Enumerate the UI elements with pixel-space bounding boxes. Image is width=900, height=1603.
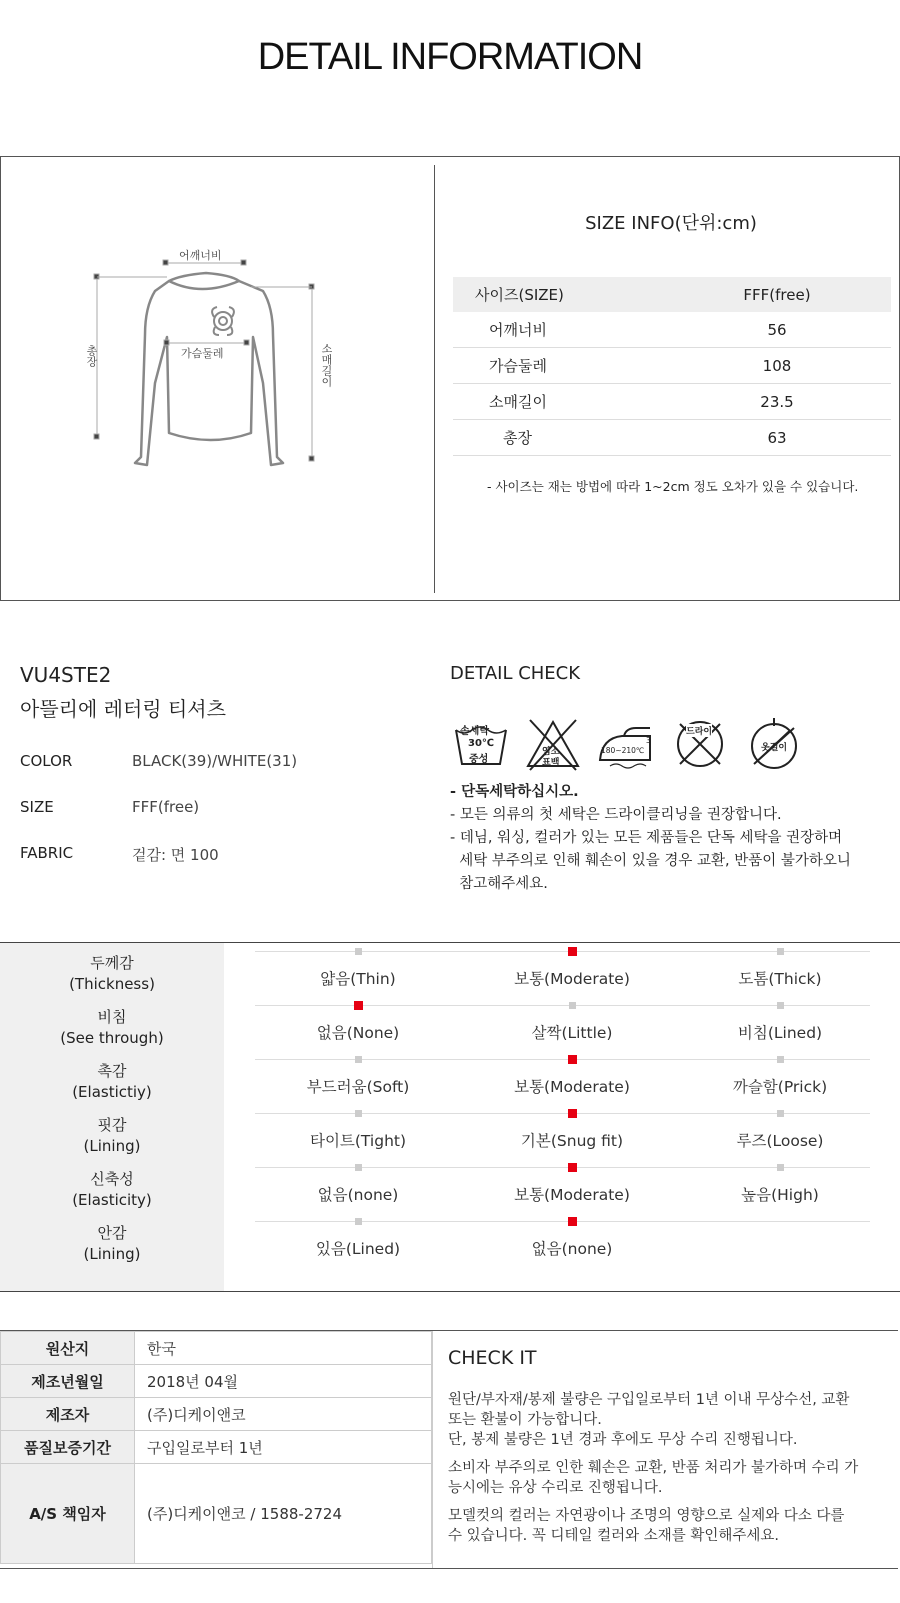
table-row bbox=[453, 348, 891, 384]
property-marker-selected bbox=[354, 1001, 363, 1010]
size-note: - 사이즈는 재는 방법에 따라 1~2cm 정도 오차가 있을 수 있습니다. bbox=[487, 479, 859, 494]
size-row-value: 108 bbox=[663, 348, 891, 384]
property-marker bbox=[777, 1056, 784, 1063]
property-option: 없음(none) bbox=[531, 1240, 613, 1258]
check-it-paragraph-2 bbox=[448, 1458, 888, 1498]
property-name-ko: 촉감 bbox=[97, 1062, 127, 1080]
size-row-label: 어깨너비 bbox=[453, 312, 663, 348]
table-row bbox=[453, 384, 891, 420]
property-name-ko: 신축성 bbox=[90, 1170, 134, 1188]
size-row-label: 총장 bbox=[453, 420, 663, 456]
maker-value: 한국 bbox=[135, 1332, 432, 1365]
care-line-4: 세탁 부주의로 인해 훼손이 있을 경우 교환, 반품이 불가하오니 bbox=[450, 853, 851, 869]
no-bleach-text: 염소 bbox=[542, 747, 560, 757]
maker-info-bottom-border bbox=[0, 1568, 898, 1569]
property-track bbox=[255, 1221, 870, 1222]
spec-value-size: FFF(free) bbox=[132, 798, 200, 816]
property-name bbox=[0, 1115, 224, 1157]
sleeve-label: 소매길이 bbox=[320, 343, 333, 387]
property-name bbox=[0, 1223, 224, 1265]
iron-level: 3 bbox=[646, 736, 651, 745]
property-marker bbox=[777, 948, 784, 955]
maker-label: A/S 책임자 bbox=[1, 1464, 135, 1564]
length-label: 총장 bbox=[85, 345, 98, 367]
property-option: 도톰(Thick) bbox=[738, 970, 822, 988]
table-row bbox=[1, 1365, 432, 1398]
check-it-paragraph-3 bbox=[448, 1506, 888, 1546]
property-marker bbox=[355, 1056, 362, 1063]
property-option: 비침(Lined) bbox=[737, 1024, 823, 1042]
spec-label-fabric: FABRIC bbox=[20, 844, 74, 862]
property-name bbox=[0, 953, 224, 995]
property-name-ko: 핏감 bbox=[97, 1116, 127, 1134]
maker-value: 구입일로부터 1년 bbox=[135, 1431, 432, 1464]
product-code: VU4STE2 bbox=[20, 663, 112, 687]
size-row-value: 56 bbox=[663, 312, 891, 348]
size-box-divider bbox=[434, 165, 435, 593]
check-it-paragraph-1 bbox=[448, 1390, 888, 1450]
care-line-2: - 모든 의류의 첫 세탁은 드라이클리닝을 권장합니다. bbox=[450, 807, 782, 823]
property-name bbox=[0, 1061, 224, 1103]
spec-value-fabric: 겉감: 면 100 bbox=[132, 846, 219, 864]
size-row-value: 23.5 bbox=[663, 384, 891, 420]
property-name-en: (Thickness) bbox=[69, 975, 155, 993]
property-marker-selected bbox=[568, 1109, 577, 1118]
property-name bbox=[0, 1007, 224, 1049]
size-row-label: 가슴둘레 bbox=[453, 348, 663, 384]
care-line-1: - 단독세탁하십시오. bbox=[450, 784, 579, 800]
size-info-box bbox=[0, 156, 900, 601]
table-row bbox=[453, 312, 891, 348]
property-name-en: (See through) bbox=[60, 1029, 164, 1047]
size-info-title: SIZE INFO(단위:cm) bbox=[585, 213, 757, 234]
care-line-5: 참고해주세요. bbox=[450, 876, 548, 892]
property-name-ko: 안감 bbox=[97, 1224, 127, 1242]
check-it-title: CHECK IT bbox=[448, 1347, 537, 1369]
maker-label: 제조자 bbox=[1, 1398, 135, 1431]
check-it-line: 모델컷의 컬러는 자연광이나 조명의 영향으로 실제와 다소 다를 bbox=[448, 1508, 845, 1524]
chest-label: 가슴둘레 bbox=[181, 347, 224, 360]
property-marker-selected bbox=[568, 1217, 577, 1226]
property-option: 없음(None) bbox=[316, 1024, 400, 1042]
table-row bbox=[1, 1332, 432, 1365]
no-bleach-text2: 표백 bbox=[542, 758, 560, 768]
property-name-en: (Lining) bbox=[83, 1245, 141, 1263]
check-it-line: 수 있습니다. 꼭 디테일 컬러와 소재를 확인해주세요. bbox=[448, 1528, 780, 1544]
property-option: 보통(Moderate) bbox=[514, 1078, 630, 1096]
property-option: 보통(Moderate) bbox=[514, 970, 630, 988]
property-name bbox=[0, 1169, 224, 1211]
size-table bbox=[453, 277, 891, 456]
spec-label-color: COLOR bbox=[20, 752, 73, 770]
property-option: 있음(Lined) bbox=[315, 1240, 401, 1258]
property-marker bbox=[355, 1218, 362, 1225]
property-option: 살짝(Little) bbox=[531, 1024, 613, 1042]
check-it-line: 단, 봉제 불량은 1년 경과 후에도 무상 수리 진행됩니다. bbox=[448, 1432, 798, 1448]
table-row bbox=[453, 420, 891, 456]
property-marker-selected bbox=[568, 947, 577, 956]
property-name-ko: 두께감 bbox=[90, 954, 134, 972]
shirt-diagram-icon bbox=[1, 157, 434, 600]
property-option: 얇음(Thin) bbox=[320, 970, 396, 988]
maker-label: 제조년월일 bbox=[1, 1365, 135, 1398]
size-row-label: 소매길이 bbox=[453, 384, 663, 420]
property-marker bbox=[777, 1002, 784, 1009]
property-marker bbox=[355, 1110, 362, 1117]
property-option: 까슬함(Prick) bbox=[732, 1078, 828, 1096]
property-marker-selected bbox=[568, 1055, 577, 1064]
spec-value-color: BLACK(39)/WHITE(31) bbox=[132, 752, 298, 770]
detail-check-title: DETAIL CHECK bbox=[450, 663, 581, 684]
maker-label: 품질보증기간 bbox=[1, 1431, 135, 1464]
maker-value: (주)디케이앤코 / 1588-2724 bbox=[135, 1464, 432, 1564]
care-icons bbox=[450, 716, 830, 776]
maker-value: (주)디케이앤코 bbox=[135, 1398, 432, 1431]
iron-temp: 180~210℃ bbox=[601, 746, 645, 755]
care-line-3: - 데님, 워싱, 컬러가 있는 모든 제품들은 단독 세탁을 권장하며 bbox=[450, 830, 843, 846]
size-table-header bbox=[453, 277, 891, 312]
check-it-line: 능시에는 유상 수리로 진행됩니다. bbox=[448, 1480, 663, 1496]
page-title: DETAIL INFORMATION bbox=[257, 36, 643, 78]
size-row-value: 63 bbox=[663, 420, 891, 456]
table-row bbox=[1, 1464, 432, 1564]
property-marker bbox=[777, 1110, 784, 1117]
product-name: 아뜰리에 레터링 티셔츠 bbox=[20, 697, 226, 721]
hand-wash-neutral: 중성 bbox=[469, 754, 489, 765]
property-name-ko: 비침 bbox=[97, 1008, 127, 1026]
property-marker bbox=[777, 1164, 784, 1171]
property-name-en: (Elasticity) bbox=[72, 1191, 152, 1209]
property-name-en: (Lining) bbox=[83, 1137, 141, 1155]
hanger-dry-text: 옷걸이 bbox=[761, 743, 788, 753]
hand-wash-temp: 30℃ bbox=[468, 738, 495, 749]
property-name-en: (Elastictiy) bbox=[72, 1083, 152, 1101]
hand-wash-text: 손세탁 bbox=[460, 726, 489, 737]
property-marker-selected bbox=[568, 1163, 577, 1172]
property-option: 높음(High) bbox=[741, 1186, 819, 1204]
maker-label: 원산지 bbox=[1, 1332, 135, 1365]
check-it-line: 원단/부자재/봉제 불량은 구입일로부터 1년 이내 무상수선, 교환 bbox=[448, 1392, 850, 1408]
table-row bbox=[1, 1431, 432, 1464]
property-option: 보통(Moderate) bbox=[514, 1186, 630, 1204]
property-option: 타이트(Tight) bbox=[309, 1132, 407, 1150]
table-row bbox=[1, 1398, 432, 1431]
size-header-label: 사이즈(SIZE) bbox=[453, 277, 663, 312]
property-marker bbox=[355, 1164, 362, 1171]
size-diagram bbox=[1, 157, 434, 600]
no-dry-clean-text: 드라이 bbox=[686, 724, 712, 737]
property-grid bbox=[0, 942, 900, 1292]
check-it-line: 소비자 부주의로 인한 훼손은 교환, 반품 처리가 불가하며 수리 가 bbox=[448, 1460, 859, 1476]
spec-label-size: SIZE bbox=[20, 798, 54, 816]
maker-value: 2018년 04월 bbox=[135, 1365, 432, 1398]
property-option: 부드러움(Soft) bbox=[306, 1078, 410, 1096]
size-header-value: FFF(free) bbox=[663, 277, 891, 312]
property-marker bbox=[569, 1002, 576, 1009]
property-option: 없음(none) bbox=[317, 1186, 399, 1204]
property-option: 루즈(Loose) bbox=[736, 1132, 824, 1150]
property-marker bbox=[355, 948, 362, 955]
maker-info-table bbox=[0, 1331, 432, 1564]
property-option: 기본(Snug fit) bbox=[520, 1132, 624, 1150]
shoulder-label: 어깨너비 bbox=[179, 249, 222, 262]
check-it-line: 또는 환불이 가능합니다. bbox=[448, 1412, 602, 1428]
